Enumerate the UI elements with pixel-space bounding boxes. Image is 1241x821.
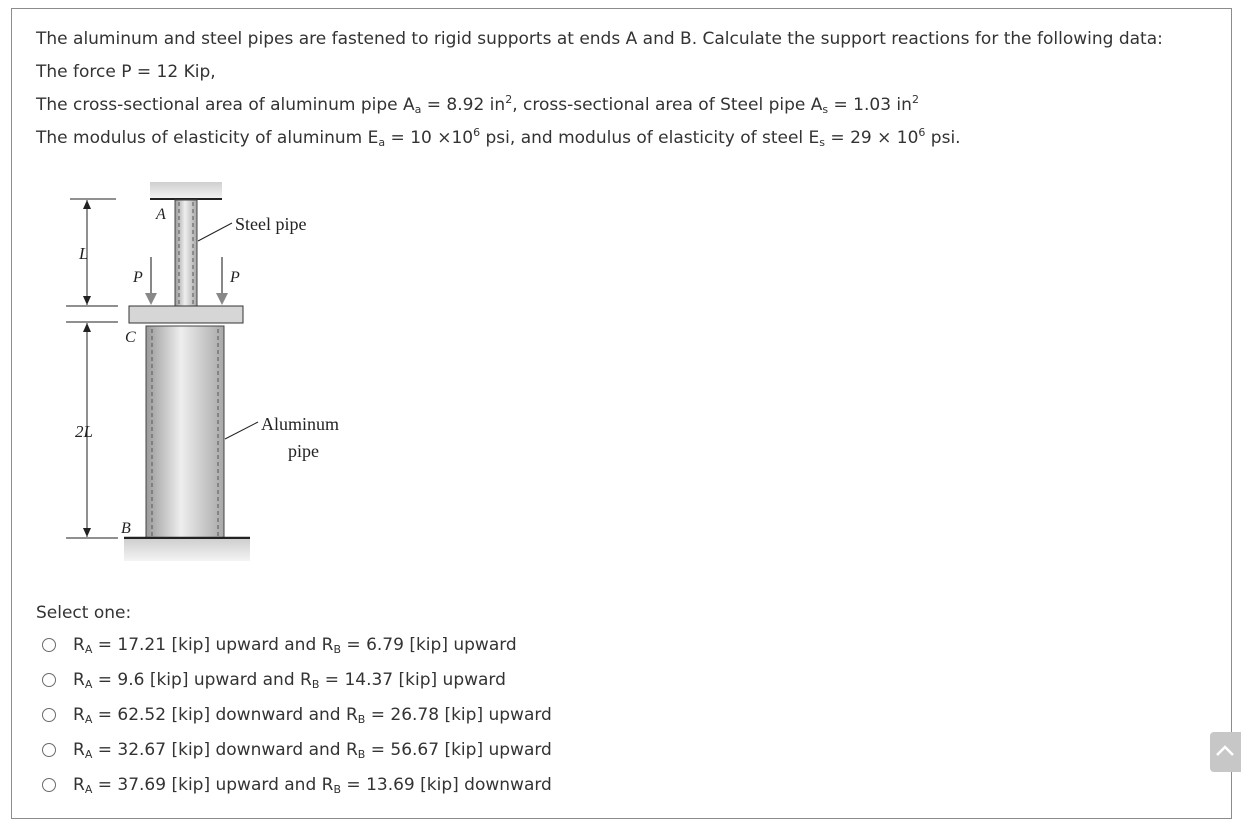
question-text (36, 23, 1216, 155)
label-steel-pipe: Steel pipe (235, 214, 307, 234)
answer-option-1[interactable] (42, 627, 552, 662)
answer-text: $R_A = 32.67$ [kip] downward and $R_B = 56.67$ [kip] upward (73, 739, 552, 761)
answer-option-3[interactable] (42, 697, 552, 732)
pipe-diagram (52, 169, 372, 569)
label-C: C (125, 329, 136, 346)
answer-text: $R_A = 62.52$ [kip] downward and $R_B = 26.78$ [kip] upward (73, 704, 552, 726)
chevron-up-icon (1214, 742, 1236, 758)
label-aluminum: Aluminum (261, 414, 340, 434)
radio-button[interactable] (42, 778, 56, 792)
bottom-support (124, 539, 250, 561)
label-P-left: P (133, 269, 143, 286)
question-force: The force P = 12 Kip, (36, 62, 216, 82)
label-aluminum-pipe: pipe (288, 441, 319, 461)
question-card (11, 8, 1232, 819)
radio-button[interactable] (42, 743, 56, 757)
force-arrow-right (216, 257, 228, 305)
answer-option-5[interactable] (42, 767, 552, 802)
aluminum-pipe (146, 326, 224, 538)
top-support (150, 182, 222, 199)
label-B: B (121, 520, 131, 537)
radio-button[interactable] (42, 673, 56, 687)
label-L: L (79, 244, 89, 263)
label-2L: 2L (75, 422, 93, 441)
collar-plate (129, 306, 243, 323)
label-P-right: P (230, 269, 240, 286)
select-one-label: Select one: (36, 603, 132, 623)
answer-text: $R_A = 37.69$ [kip] upward and $R_B = 13.69$ [kip] downward (73, 774, 552, 796)
question-areas: The cross-sectional area of aluminum pipe $A_a = 8.92$ $in^2$, cross-sectional area of Steel pipe $A_s = 1.03$ $in^2$ (36, 93, 919, 116)
answer-option-4[interactable] (42, 732, 552, 767)
force-arrow-left (145, 257, 157, 305)
steel-pipe (175, 200, 197, 306)
answer-text: $R_A = 17.21$ [kip] upward and $R_B = 6.79$ [kip] upward (73, 634, 517, 656)
answer-options (42, 627, 552, 802)
question-intro: The aluminum and steel pipes are fastened to rigid supports at ends A and B. Calculate the support reactions for the following data: (36, 29, 1163, 49)
label-A: A (156, 206, 166, 223)
answer-option-2[interactable] (42, 662, 552, 697)
scroll-to-top-button[interactable] (1210, 732, 1241, 772)
radio-button[interactable] (42, 708, 56, 722)
radio-button[interactable] (42, 638, 56, 652)
question-moduli: The modulus of elasticity of aluminum $E_a = 10 \times 10^6$ psi, and modulus of elasticity of steel $E_s = 29 \times 10^6$ psi. (36, 126, 961, 149)
answer-text: $R_A = 9.6$ [kip] upward and $R_B = 14.37$ [kip] upward (73, 669, 506, 691)
